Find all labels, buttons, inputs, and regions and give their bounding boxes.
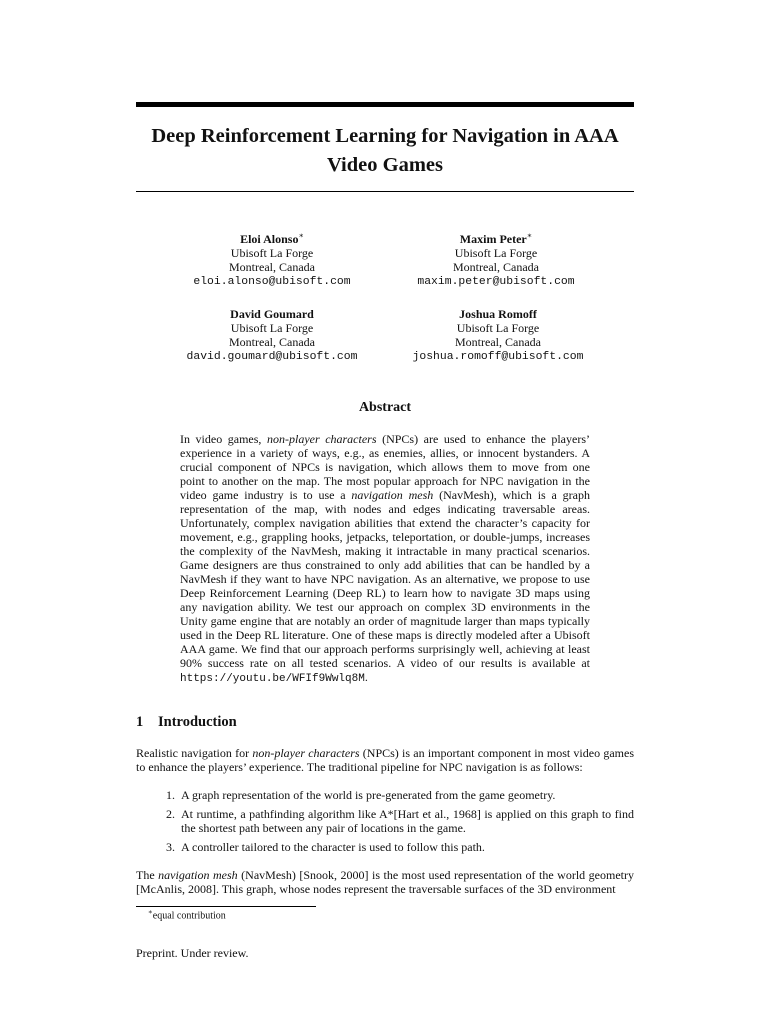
author-email[interactable]: maxim.peter@ubisoft.com xyxy=(417,275,575,288)
equal-contribution-mark: ∗ xyxy=(298,231,304,240)
intro-paragraph xyxy=(136,746,634,774)
abstract-text-run: In video games, xyxy=(180,432,267,446)
abstract-text xyxy=(180,432,590,686)
preprint-notice: Preprint. Under review. xyxy=(136,946,249,960)
paragraph-emphasis: non-player characters xyxy=(252,746,360,760)
list-text: At runtime, a pathfinding algorithm like A*[Hart et al., 1968] is applied on this graph to find the shortest path between any pair of locations in the game. xyxy=(181,807,634,835)
footnote xyxy=(148,908,226,921)
title-top-rule xyxy=(136,102,634,107)
list-item xyxy=(136,788,634,802)
abstract-emphasis: navigation mesh xyxy=(351,488,434,502)
author-email[interactable]: joshua.romoff@ubisoft.com xyxy=(412,350,584,363)
abstract-text-run: . xyxy=(364,670,368,684)
author-block xyxy=(142,307,402,364)
abstract-emphasis: non-player characters xyxy=(266,432,377,446)
abstract-text-run: (NPCs) are used to enhance the players’ experience in a variety of ways, e.g., as enemies, allies, or innocent bystanders. A crucial component of NPCs is navigation, which allows them to move from one point to another on the map. The most popular approach for NPC navigation in the video game industry is to use a xyxy=(180,432,590,502)
section-title: Introduction xyxy=(158,714,237,730)
author-affiliation: Ubisoft La Forge xyxy=(456,321,540,336)
pipeline-list xyxy=(136,788,634,859)
author-affiliation: Ubisoft La Forge xyxy=(454,246,538,261)
author-block xyxy=(368,307,628,364)
author-location: Montreal, Canada xyxy=(229,260,315,275)
author-name: Eloi Alonso xyxy=(240,232,299,246)
list-item xyxy=(136,807,634,835)
author-email[interactable]: eloi.alonso@ubisoft.com xyxy=(193,275,351,288)
footnote-text: equal contribution xyxy=(152,910,226,922)
paper-title: Deep Reinforcement Learning for Navigation in AAA Video Games xyxy=(151,125,619,176)
author-location: Montreal, Canada xyxy=(455,335,541,350)
author-affiliation: Ubisoft La Forge xyxy=(230,246,314,261)
footnote-rule xyxy=(136,906,316,907)
author-name: Maxim Peter xyxy=(459,232,527,246)
abstract-text-run: (NavMesh), which is a graph representation of the map, with nodes and edges indicating traversable areas. Unfortunately, complex navigation abilities that extend the character’s capacity for movement, e.g., grappling hooks, jetpacks, teleportation, or double-jumps, increases the complexity of the NavMesh, making it intractable in many practical scenarios. Game designers are thus constrained to only add abilities that can be handled by a NavMesh if they want to have NPC navigation. As an alternative, we propose to use Deep Reinforcement Learning (Deep RL) to learn how to navigate 3D maps using any navigation ability. We test our approach on complex 3D environments in the Unity game engine that are notably an order of magnitude larger than maps typically used in the Deep RL literature. One of these maps is directly modeled after a Ubisoft AAA game. We find that our approach performs surprisingly well, achieving at least 90% success rate on all tested scenarios. A video of our results is available at xyxy=(180,488,591,670)
author-affiliation: Ubisoft La Forge xyxy=(230,321,314,336)
list-number: 1. xyxy=(166,788,175,802)
navmesh-paragraph xyxy=(136,868,634,896)
abstract-heading: Abstract xyxy=(358,400,412,415)
author-block xyxy=(142,229,402,289)
list-item xyxy=(136,840,634,854)
paragraph-text-run: The xyxy=(136,868,159,882)
author-email[interactable]: david.goumard@ubisoft.com xyxy=(186,350,358,363)
list-text: A controller tailored to the character is used to follow this path. xyxy=(181,840,485,854)
paragraph-emphasis: navigation mesh xyxy=(158,868,238,882)
equal-contribution-mark: ∗ xyxy=(526,231,533,240)
author-location: Montreal, Canada xyxy=(453,260,539,275)
title-bottom-rule xyxy=(136,191,634,192)
footnote-mark: ∗ xyxy=(148,908,153,916)
paragraph-text-run: Realistic navigation for xyxy=(136,746,253,760)
paragraph-text-run: (NPCs) is an important component in most video games to enhance the players’ experience. The traditional pipeline for NPC navigation is as follows: xyxy=(136,746,634,774)
section-number: 1 xyxy=(136,714,144,730)
list-number: 2. xyxy=(166,807,175,821)
author-name: Joshua Romoff xyxy=(459,307,537,321)
video-link[interactable]: https://youtu.be/WFIf9Wwlq8M xyxy=(180,673,365,685)
paragraph-text-run: (NavMesh) [Snook, 2000] is the most used representation of the world geometry [McAnlis, 2008]. This graph, whose nodes represent the traversable surfaces of the 3D environment xyxy=(136,868,634,896)
author-block xyxy=(366,229,626,289)
list-text: A graph representation of the world is pre-generated from the game geometry. xyxy=(181,788,556,802)
author-name: David Goumard xyxy=(230,307,314,321)
list-number: 3. xyxy=(166,840,175,854)
section-heading xyxy=(136,714,237,731)
author-location: Montreal, Canada xyxy=(229,335,315,350)
